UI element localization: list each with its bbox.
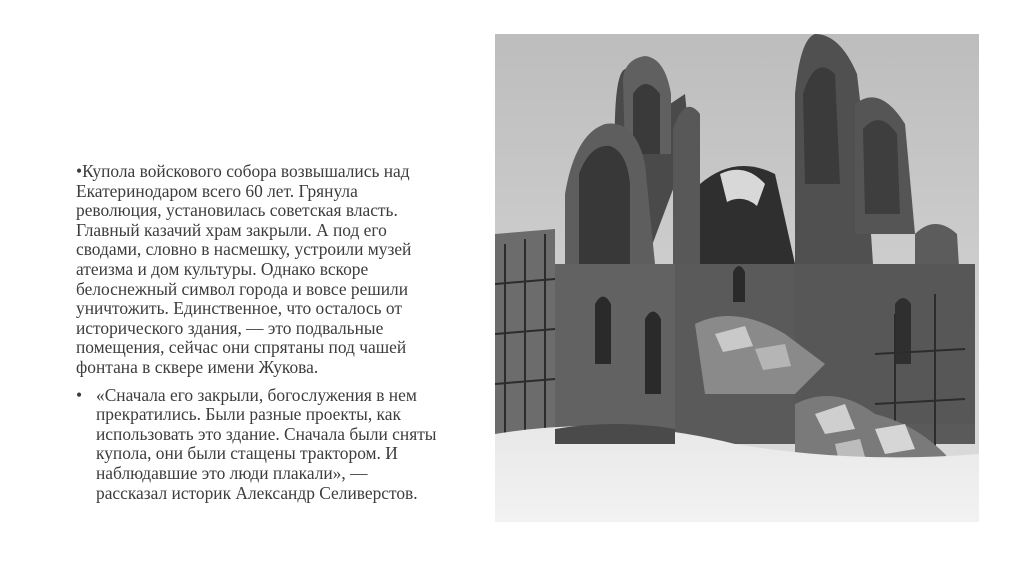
paragraph-history <box>76 162 486 378</box>
paragraph-quote-text: «Сначала его закрыли, богослужения в нем прекратились. Были разные проекты, как использовать это здание. Сначала были сняты купола, они были стащены трактором. И наблюдавшие это люди плакали», — рассказал историк Александр Селиверстов. <box>96 384 437 503</box>
cathedral-ruins-photo <box>495 34 979 522</box>
window <box>733 266 745 302</box>
cathedral-ruins-drawing <box>495 34 979 522</box>
window <box>595 297 611 365</box>
bullet: • <box>76 384 83 405</box>
window <box>895 298 911 364</box>
bullet: • <box>76 161 83 181</box>
paragraph-quote <box>76 386 486 504</box>
window <box>645 312 661 395</box>
slide-text <box>76 162 486 503</box>
paragraph-history-text: Купола войскового собора возвышались над Екатеринодаром всего 60 лет. Грянула революция, установилась советская власть. Главный казачий храм закрыли. А под его сводами, словно в насмешку, устроили музей атеизма и дом культуры. Однако вскоре белоснежный символ города и вовсе решили уничтожить. Единственное, что осталось от исторического здания, — это подвальные помещения, сейчас они спрятаны под чашей фонтана в сквере имени Жукова. <box>76 161 412 377</box>
